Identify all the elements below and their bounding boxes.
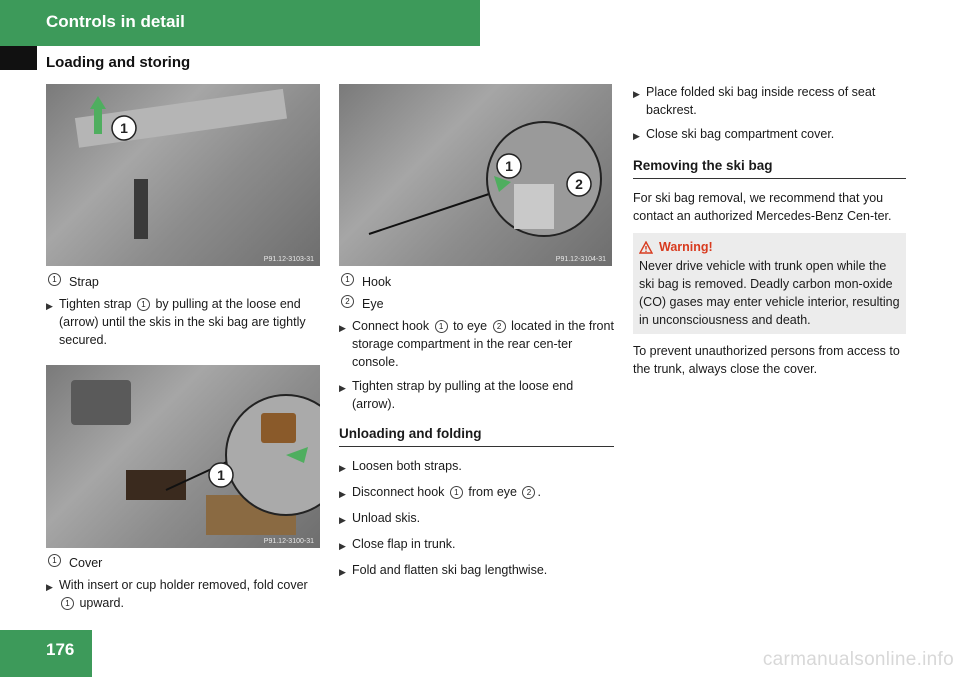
arrow-right-icon: ▶ — [339, 383, 346, 393]
step-unload: ▶ Unload skis. — [339, 509, 614, 529]
step-loosen: ▶ Loosen both straps. — [339, 457, 614, 477]
step-place-bag: ▶ Place folded ski bag inside recess of seat backrest. — [633, 85, 876, 117]
svg-text:1: 1 — [505, 158, 513, 174]
caption-hook: 1 Hook — [339, 273, 614, 291]
photo-code: P91.12-3104-31 — [555, 256, 606, 263]
section-marker — [0, 46, 37, 70]
cover-paragraph: To prevent unauthorized persons from access to the trunk, always close the cover. — [633, 344, 900, 376]
page-number: 176 — [46, 640, 75, 659]
caption-strap: 1 Strap — [46, 273, 324, 291]
svg-text:1: 1 — [120, 120, 128, 136]
photo-code: P91.12-3100-31 — [263, 538, 314, 545]
arrow-right-icon: ▶ — [339, 323, 346, 333]
arrow-right-icon: ▶ — [46, 301, 53, 311]
step-tighten-strap: ▶ Tighten strap 1 by pulling at the loose end (arrow) until the skis in the ski bag are tightly secured. — [46, 297, 306, 347]
caption-eye: 2 Eye — [339, 295, 614, 313]
caption-cover: 1 Cover — [46, 554, 324, 572]
step-connect-hook: ▶ Connect hook 1 to eye 2 located in the front storage compartment in the rear cen-ter console. — [339, 319, 614, 369]
column-3 — [633, 83, 906, 384]
column-1 — [46, 273, 324, 355]
watermark: carmanualsonline.info — [762, 649, 954, 670]
cover-illustration — [46, 365, 320, 548]
warning-box — [633, 233, 906, 334]
step-fold: ▶ Fold and flatten ski bag lengthwise. — [339, 561, 614, 581]
photo-hook-eye — [339, 84, 612, 266]
arrow-right-icon: ▶ — [46, 582, 53, 592]
arrow-right-icon: ▶ — [339, 541, 346, 551]
svg-text:2: 2 — [575, 176, 583, 192]
step-tighten: ▶ Tighten strap by pulling at the loose end (arrow). — [339, 379, 574, 411]
warning-title: Warning! — [639, 238, 900, 256]
step-fold-cover: ▶ With insert or cup holder removed, fold cover 1 upward. — [46, 578, 308, 610]
photo-strap — [46, 84, 320, 266]
arrow-right-icon: ▶ — [339, 463, 346, 473]
heading-unloading: Unloading and folding — [339, 425, 614, 447]
warning-triangle-icon — [639, 241, 653, 254]
heading-removing: Removing the ski bag — [633, 157, 906, 179]
photo-cover — [46, 365, 320, 548]
strap-illustration — [46, 84, 320, 266]
chapter-title: Controls in detail — [46, 12, 185, 31]
photo-code: P91.12-3103-31 — [263, 256, 314, 263]
step-close-flap: ▶ Close flap in trunk. — [339, 535, 614, 555]
svg-text:1: 1 — [217, 467, 225, 483]
step-disconnect: ▶ Disconnect hook 1 from eye 2 . — [339, 483, 614, 503]
arrow-right-icon: ▶ — [633, 131, 640, 141]
arrow-right-icon: ▶ — [633, 89, 640, 99]
step-close-cover: ▶ Close ski bag compartment cover. — [633, 125, 906, 145]
arrow-right-icon: ▶ — [339, 515, 346, 525]
hook-illustration — [339, 84, 612, 266]
column-2 — [339, 273, 614, 587]
arrow-right-icon: ▶ — [339, 567, 346, 577]
arrow-right-icon: ▶ — [339, 489, 346, 499]
warning-text: Never drive vehicle with trunk open while the ski bag is removed. Deadly carbon mon-oxide (CO) gases may enter vehicle interior, resulting in unconsciousness and death. — [639, 259, 900, 327]
section-title: Loading and storing — [46, 54, 191, 71]
removal-paragraph: For ski bag removal, we recommend that you contact an authorized Mercedes-Benz Cen-ter. — [633, 191, 892, 223]
column-1-lower — [46, 554, 324, 618]
